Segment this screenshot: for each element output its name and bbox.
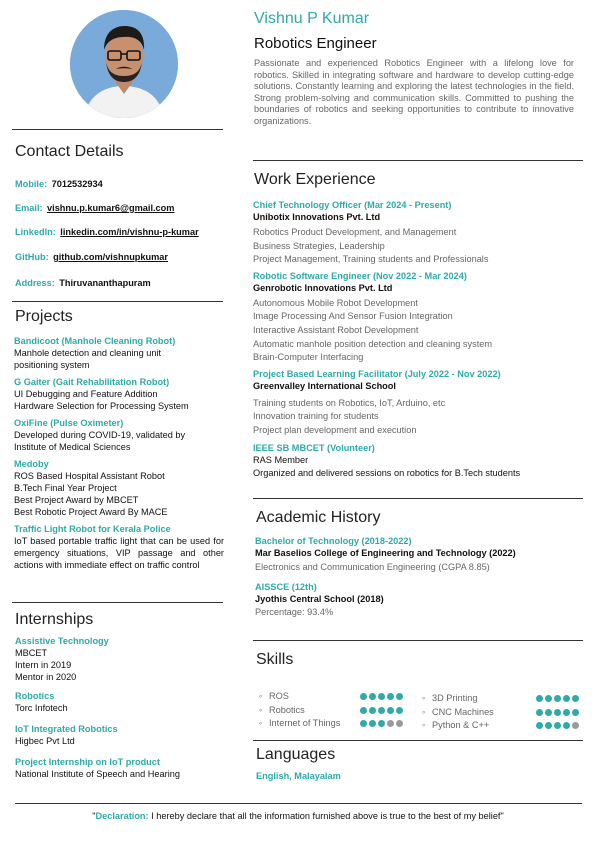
project-title: Medoby (14, 459, 49, 469)
skills-left-list (259, 691, 409, 732)
skill-level-dots (360, 720, 403, 727)
job-line: Autonomous Mobile Robot Development (253, 297, 418, 308)
internship-item (15, 690, 225, 714)
job-line: Organized and delivered sessions on robotics for B.Tech students (253, 467, 521, 478)
email-label: Email: (15, 203, 43, 213)
divider (12, 602, 223, 603)
job-line: Training students on Robotics, IoT, Arduino, etc (253, 397, 446, 408)
project-line: Best Robotic Project Award By MACE (14, 507, 168, 517)
skill-dot-filled (554, 709, 561, 716)
skill-dot-empty (396, 720, 403, 727)
contact-address (15, 273, 151, 291)
internship-item (15, 635, 225, 683)
job-line: Project plan development and execution (253, 424, 417, 435)
project-item (14, 458, 224, 518)
skills-section-title: Skills (256, 651, 294, 668)
skill-dot-filled (545, 709, 552, 716)
skill-dot-filled (369, 720, 376, 727)
divider (253, 640, 583, 641)
internship-line: National Institute of Speech and Hearing (15, 769, 180, 779)
skill-item (259, 691, 409, 705)
profile-photo-icon (70, 10, 178, 118)
job-title: Chief Technology Officer (Mar 2024 - Present) (253, 200, 452, 210)
project-title: Traffic Light Robot for Kerala Police (14, 524, 171, 534)
internship-line: MBCET (15, 648, 48, 658)
skill-dot-filled (378, 707, 385, 714)
bullet-icon: ◦ (422, 693, 426, 703)
contact-section-title: Contact Details (15, 143, 124, 160)
skill-dot-filled (563, 695, 570, 702)
divider (12, 301, 223, 302)
skill-dot-filled (378, 693, 385, 700)
project-item (14, 335, 224, 371)
linkedin-link[interactable]: linkedin.com/in/vishnu-p-kumar (60, 227, 199, 237)
job-title: Project Based Learning Facilitator (July 2022 - Nov 2022) (253, 368, 501, 379)
address-label: Address: (15, 278, 55, 288)
skill-dot-filled (536, 709, 543, 716)
skill-name: Robotics (269, 704, 305, 715)
bullet-icon: ◦ (259, 718, 263, 729)
bullet-icon: ◦ (422, 706, 426, 717)
projects-list (14, 335, 224, 571)
project-item (14, 376, 224, 412)
internships-section-title: Internships (15, 611, 94, 628)
internships-list (15, 635, 225, 780)
profile-summary: Passionate and experienced Robotics Engineer with a lifelong love for robotics. Skilled in integrating software and hardware to develop cutting-edge solutions. Constantly learning and exploring the latest technologies in the field. Strong problem-solving and communication skills. Committed to pushing the boundaries of robotics and seeking opportunities to contribute to innovative organizations. (254, 58, 574, 126)
skill-level-dots (360, 707, 403, 714)
skill-level-dots (536, 722, 579, 729)
github-link[interactable]: github.com/vishnupkumar (53, 252, 168, 262)
projects-section-title: Projects (15, 308, 73, 325)
skill-name: Internet of Things (269, 718, 341, 729)
skill-dot-filled (536, 722, 543, 729)
skill-dot-filled (360, 693, 367, 700)
skill-dot-filled (396, 707, 403, 714)
skill-item (422, 693, 582, 707)
skill-item (422, 707, 582, 721)
internship-item (15, 756, 225, 780)
job-item (253, 368, 583, 438)
declaration-label: Declaration: (95, 811, 149, 821)
skill-dot-filled (554, 695, 561, 702)
job-line: Automatic manhole position detection and cleaning system (253, 338, 493, 349)
degree-title: Bachelor of Technology (2018-2022) (255, 536, 412, 546)
divider (253, 498, 583, 499)
internship-item (15, 723, 225, 747)
job-line: Image Processing And Sensor Fusion Integration (253, 311, 453, 322)
skill-item (422, 720, 582, 734)
internship-line: Torc Infotech (15, 703, 68, 713)
degree-detail: Electronics and Communication Engineering (CGPA 8.85) (255, 562, 490, 572)
skill-level-dots (536, 709, 579, 716)
work-section-title: Work Experience (254, 171, 376, 188)
mobile-value: 7012532934 (51, 179, 103, 189)
skill-level-dots (360, 693, 403, 700)
project-line: Developed during COVID-19, validated by (14, 430, 186, 440)
skill-dot-empty (387, 720, 394, 727)
skill-name: 3D Printing (432, 693, 478, 703)
skills-right-list (422, 693, 582, 734)
divider (253, 740, 583, 741)
github-label: GitHub: (15, 252, 49, 262)
internship-line: Mentor in 2020 (15, 672, 77, 682)
skill-name: ROS (269, 691, 289, 701)
skill-item (259, 705, 409, 719)
skill-name: Python & C++ (432, 720, 490, 731)
project-line: positioning system (14, 360, 90, 370)
internship-title: IoT Integrated Robotics (15, 724, 118, 734)
internship-line: Intern in 2019 (15, 660, 72, 670)
job-role: Robotics Engineer (254, 35, 377, 52)
skill-item (259, 718, 409, 732)
internship-title: Assistive Technology (15, 636, 109, 646)
languages-value: English, Malayalam (256, 771, 341, 781)
job-line: RAS Member (253, 454, 309, 465)
bullet-icon: ◦ (259, 704, 263, 715)
academic-item (255, 581, 583, 620)
institution: Mar Baselios College of Engineering and Technology (2022) (255, 548, 516, 558)
job-item (253, 199, 583, 267)
declaration-quote: " (92, 811, 96, 821)
job-line: Business Strategies, Leadership (253, 240, 385, 251)
skill-dot-filled (360, 707, 367, 714)
academic-section-title: Academic History (256, 509, 381, 526)
mobile-label: Mobile: (15, 179, 48, 189)
declaration (0, 811, 596, 821)
skill-dot-filled (396, 693, 403, 700)
skill-dot-filled (563, 709, 570, 716)
person-name: Vishnu P Kumar (254, 10, 370, 27)
work-list (253, 199, 583, 480)
divider (253, 160, 583, 161)
job-org: Greenvalley International School (253, 380, 396, 391)
internship-title: Project Internship on IoT product (15, 757, 160, 767)
skill-dot-filled (360, 720, 367, 727)
degree-detail: Percentage: 93.4% (255, 606, 334, 617)
project-line: Best Project Award by MBCET (14, 495, 139, 505)
skill-dot-filled (572, 695, 579, 702)
contact-linkedin (15, 222, 199, 240)
skill-dot-filled (387, 707, 394, 714)
skill-dot-filled (554, 722, 561, 729)
contact-github (15, 247, 168, 265)
languages-section-title: Languages (256, 746, 336, 763)
skill-dot-filled (536, 695, 543, 702)
skill-dot-filled (387, 693, 394, 700)
internship-line: Higbec Pvt Ltd (15, 736, 75, 746)
skill-dot-filled (369, 707, 376, 714)
project-item (14, 417, 224, 453)
job-line: Brain-Computer Interfacing (253, 352, 364, 363)
project-line: Manhole detection and cleaning unit (14, 348, 162, 358)
linkedin-label: LinkedIn: (15, 227, 56, 237)
bullet-icon: ◦ (422, 720, 426, 731)
project-title: Bandicoot (Manhole Cleaning Robot) (14, 336, 176, 346)
skill-dot-filled (563, 722, 570, 729)
project-line: IoT based portable traffic light that can be used for emergency situations, VIP passage and other actions with immediate effect on traffic control (14, 536, 224, 570)
project-line: Hardware Selection for Processing System (14, 401, 189, 411)
job-line: Project Management, Training students and Professionals (253, 254, 489, 265)
project-line: UI Debugging and Feature Addition (14, 389, 158, 399)
project-line: Institute of Medical Sciences (14, 442, 131, 452)
skill-dot-filled (572, 709, 579, 716)
skill-dot-filled (378, 720, 385, 727)
project-title: OxiFine (Pulse Oximeter) (14, 418, 124, 428)
skill-level-dots (536, 695, 579, 702)
address-value: Thiruvananthapuram (59, 278, 151, 288)
skill-name: CNC Machines (432, 706, 494, 717)
divider (12, 129, 223, 130)
bullet-icon: ◦ (259, 691, 263, 701)
institution: Jyothis Central School (2018) (255, 593, 384, 604)
job-title: IEEE SB MBCET (Volunteer) (253, 442, 375, 453)
contact-mobile (15, 174, 103, 192)
email-link[interactable]: vishnu.p.kumar6@gmail.com (47, 203, 175, 213)
job-item (253, 442, 583, 480)
academic-item (255, 535, 583, 575)
job-item (253, 270, 583, 365)
internship-title: Robotics (15, 691, 55, 701)
project-item (14, 523, 224, 571)
footer-divider (15, 803, 582, 804)
skill-dot-filled (369, 693, 376, 700)
project-title: G Gaiter (Gait Rehabilitation Robot) (14, 377, 170, 387)
job-org: Unibotix Innovations Pvt. Ltd (253, 212, 381, 222)
academic-list (255, 535, 583, 619)
degree-title: AISSCE (12th) (255, 581, 317, 592)
project-line: B.Tech Final Year Project (14, 483, 117, 493)
skill-dot-empty (572, 722, 579, 729)
skill-dot-filled (545, 695, 552, 702)
job-line: Robotics Product Development, and Management (253, 227, 457, 237)
contact-email (15, 198, 174, 216)
job-org: Genrobotic Innovations Pvt. Ltd (253, 282, 393, 293)
skill-dot-filled (545, 722, 552, 729)
project-line: ROS Based Hospital Assistant Robot (14, 471, 165, 481)
job-line: Interactive Assistant Robot Development (253, 324, 419, 335)
job-title: Robotic Software Engineer (Nov 2022 - Mar 2024) (253, 270, 467, 281)
job-line: Innovation training for students (253, 411, 379, 422)
declaration-text: I hereby declare that all the information furnished above is true to the best of my belief" (148, 811, 504, 821)
avatar (70, 10, 178, 118)
